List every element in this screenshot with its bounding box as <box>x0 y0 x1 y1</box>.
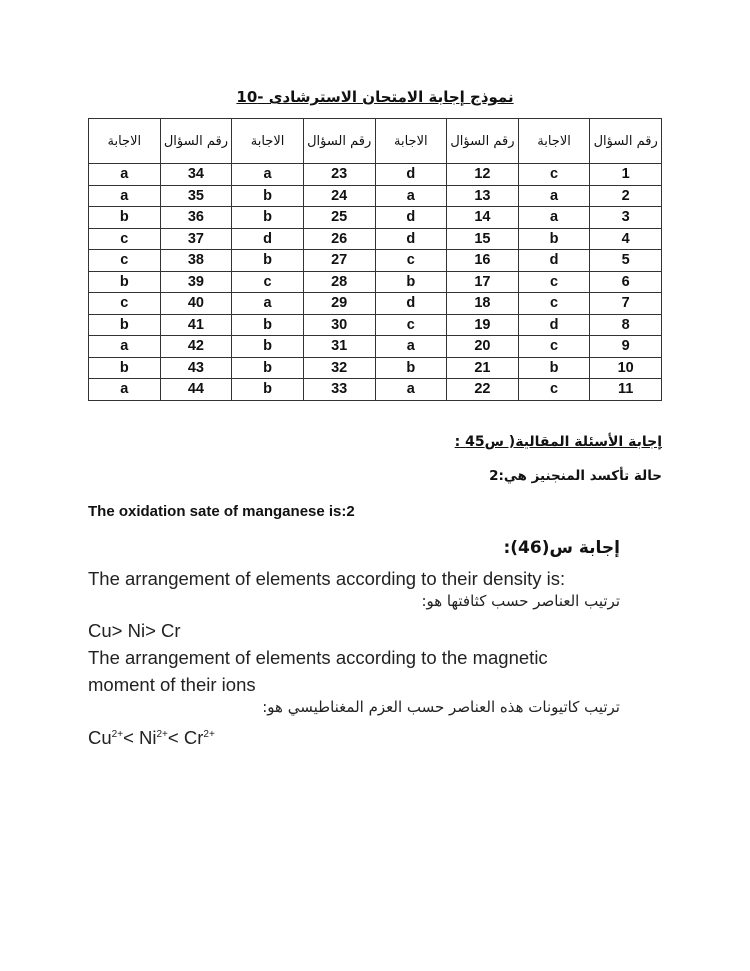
answer-cell: d <box>375 293 447 315</box>
question-number-cell: 27 <box>303 250 375 272</box>
answer-cell: b <box>232 314 304 336</box>
question-number-header: رقم السؤال <box>160 119 232 164</box>
question-number-cell: 3 <box>590 207 662 229</box>
question-number-cell: 21 <box>447 357 519 379</box>
answer-cell: b <box>89 207 161 229</box>
question-number-cell: 30 <box>303 314 375 336</box>
document-title: نموذج إجابة الامتحان الاسترشادى -10 <box>236 88 514 106</box>
question-number-cell: 25 <box>303 207 375 229</box>
question-number-cell: 10 <box>590 357 662 379</box>
question-number-cell: 42 <box>160 336 232 358</box>
essay-q46-heading: إجابة س(46): <box>503 538 620 558</box>
question-number-cell: 38 <box>160 250 232 272</box>
question-number-cell: 4 <box>590 228 662 250</box>
answer-cell: d <box>375 228 447 250</box>
answer-cell: b <box>232 185 304 207</box>
answer-cell: c <box>518 293 590 315</box>
question-number-cell: 29 <box>303 293 375 315</box>
question-number-cell: 6 <box>590 271 662 293</box>
answer-cell: c <box>89 250 161 272</box>
question-number-cell: 35 <box>160 185 232 207</box>
question-number-cell: 24 <box>303 185 375 207</box>
question-number-header: رقم السؤال <box>447 119 519 164</box>
question-number-cell: 11 <box>590 379 662 401</box>
table-row <box>89 336 662 358</box>
question-number-cell: 41 <box>160 314 232 336</box>
answer-header: الاجابة <box>375 119 447 164</box>
question-number-cell: 34 <box>160 164 232 186</box>
question-number-cell: 8 <box>590 314 662 336</box>
table-row <box>89 250 662 272</box>
question-number-cell: 19 <box>447 314 519 336</box>
table-row <box>89 314 662 336</box>
answer-cell: a <box>89 336 161 358</box>
answer-cell: a <box>89 185 161 207</box>
answer-cell: c <box>518 164 590 186</box>
answer-cell: d <box>232 228 304 250</box>
question-number-cell: 33 <box>303 379 375 401</box>
table-row <box>89 164 662 186</box>
density-arrangement-en: The arrangement of elements according to their density is: <box>88 568 566 589</box>
answer-cell: a <box>232 164 304 186</box>
question-number-cell: 39 <box>160 271 232 293</box>
answer-key-table <box>88 118 662 401</box>
answer-cell: a <box>232 293 304 315</box>
question-number-cell: 43 <box>160 357 232 379</box>
question-number-cell: 7 <box>590 293 662 315</box>
answer-cell: d <box>375 164 447 186</box>
table-row <box>89 271 662 293</box>
table-body <box>89 164 662 401</box>
question-number-cell: 15 <box>447 228 519 250</box>
question-number-cell: 12 <box>447 164 519 186</box>
answer-cell: b <box>232 250 304 272</box>
answer-cell: b <box>89 357 161 379</box>
answer-header: الاجابة <box>518 119 590 164</box>
answer-cell: b <box>232 207 304 229</box>
answer-cell: d <box>375 207 447 229</box>
answer-cell: b <box>232 336 304 358</box>
answer-cell: d <box>518 250 590 272</box>
answer-cell: b <box>375 271 447 293</box>
density-order: Cu> Ni> Cr <box>88 620 181 641</box>
answer-cell: a <box>375 336 447 358</box>
answer-cell: c <box>518 379 590 401</box>
answer-cell: c <box>518 271 590 293</box>
table-row <box>89 185 662 207</box>
question-number-cell: 17 <box>447 271 519 293</box>
answer-cell: b <box>232 357 304 379</box>
answer-cell: a <box>89 379 161 401</box>
answer-cell: a <box>375 379 447 401</box>
answer-cell: c <box>375 250 447 272</box>
question-number-cell: 1 <box>590 164 662 186</box>
magnetic-arrangement-ar: ترتيب كاتيونات هذه العناصر حسب العزم المغناطيسي هو: <box>262 698 620 716</box>
answer-cell: b <box>89 314 161 336</box>
answer-cell: c <box>89 228 161 250</box>
question-number-cell: 2 <box>590 185 662 207</box>
table-header-row <box>89 119 662 164</box>
table-row <box>89 207 662 229</box>
answer-cell: b <box>375 357 447 379</box>
table-row <box>89 293 662 315</box>
question-number-header: رقم السؤال <box>303 119 375 164</box>
answer-cell: a <box>518 207 590 229</box>
answer-cell: a <box>375 185 447 207</box>
answer-cell: a <box>518 185 590 207</box>
answer-header: الاجابة <box>89 119 161 164</box>
answer-cell: b <box>89 271 161 293</box>
question-number-cell: 36 <box>160 207 232 229</box>
magnetic-arrangement-en: The arrangement of elements according to the magnetic moment of their ions <box>88 647 548 695</box>
question-number-cell: 32 <box>303 357 375 379</box>
answer-cell: a <box>89 164 161 186</box>
question-number-cell: 18 <box>447 293 519 315</box>
essay-q45-heading: إجابة الأسئلة المقالية( س45 : <box>454 434 662 450</box>
question-number-cell: 26 <box>303 228 375 250</box>
question-number-cell: 16 <box>447 250 519 272</box>
question-number-cell: 20 <box>447 336 519 358</box>
answer-cell: c <box>89 293 161 315</box>
q45-english-answer: The oxidation sate of manganese is:2 <box>88 503 355 520</box>
question-number-cell: 44 <box>160 379 232 401</box>
table-row <box>89 379 662 401</box>
question-number-cell: 28 <box>303 271 375 293</box>
answer-cell: b <box>518 357 590 379</box>
answer-cell: b <box>518 228 590 250</box>
answer-cell: c <box>518 336 590 358</box>
answer-cell: c <box>232 271 304 293</box>
question-number-cell: 23 <box>303 164 375 186</box>
answer-cell: c <box>375 314 447 336</box>
question-number-cell: 40 <box>160 293 232 315</box>
density-arrangement-ar: ترتيب العناصر حسب كثافتها هو: <box>421 592 620 610</box>
magnetic-order: $Cu^{2+}< Ni^{2+}< Cr^{2+}$ <box>88 727 215 748</box>
answer-cell: b <box>232 379 304 401</box>
question-number-cell: 9 <box>590 336 662 358</box>
question-number-header: رقم السؤال <box>590 119 662 164</box>
table-row <box>89 228 662 250</box>
answer-cell: d <box>518 314 590 336</box>
question-number-cell: 13 <box>447 185 519 207</box>
table-row <box>89 357 662 379</box>
question-number-cell: 14 <box>447 207 519 229</box>
question-number-cell: 37 <box>160 228 232 250</box>
question-number-cell: 22 <box>447 379 519 401</box>
answer-header: الاجابة <box>232 119 304 164</box>
q45-arabic-answer: حالة تأكسد المنجنيز هي:2 <box>489 468 662 484</box>
question-number-cell: 31 <box>303 336 375 358</box>
question-number-cell: 5 <box>590 250 662 272</box>
